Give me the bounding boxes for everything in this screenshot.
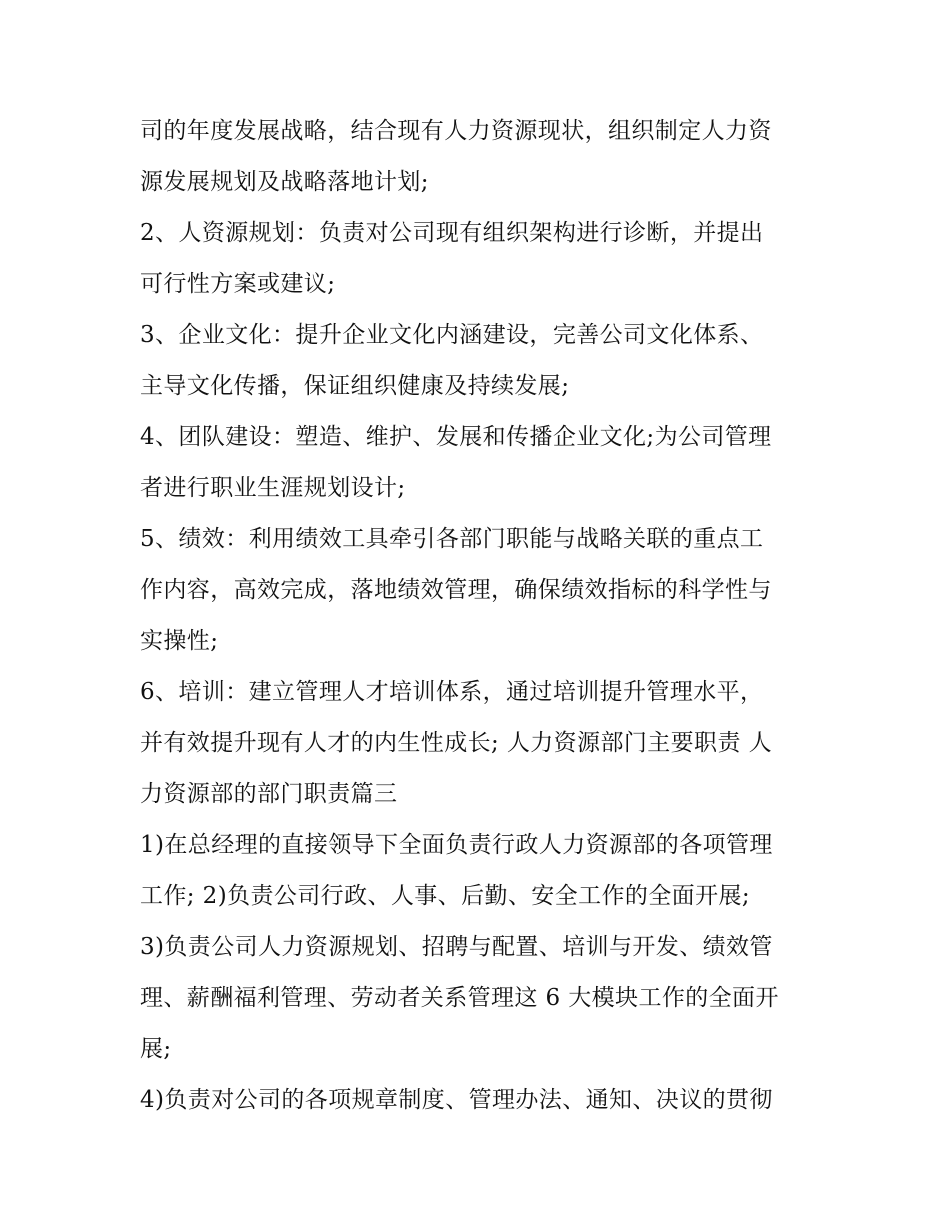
text-line: 理、薪酬福利管理、劳动者关系管理这 6 大模块工作的全面开 (140, 985, 779, 1011)
text-line: 6、培训：建立管理人才培训体系，通过培训提升管理水平， (140, 679, 764, 705)
text-line: 展; (140, 1036, 172, 1062)
text-line: 3、企业文化：提升企业文化内涵建设，完善公司文化体系、 (140, 322, 764, 348)
text-line: 作内容，高效完成，落地绩效管理，确保绩效指标的科学性与 (140, 577, 772, 603)
text-line: 并有效提升现有人才的内生性成长; 人力资源部门主要职责 人 (140, 730, 772, 756)
text-line: 工作; 2)负责公司行政、人事、后勤、安全工作的全面开展; (140, 883, 751, 909)
text-line: 源发展规划及战略落地计划; (140, 169, 429, 195)
text-line: 者进行职业生涯规划设计; (140, 475, 406, 501)
text-line: 主导文化传播，保证组织健康及持续发展; (140, 373, 570, 399)
text-line: 实操性; (140, 628, 219, 654)
document-body (140, 106, 820, 1126)
text-line: 4、团队建设：塑造、维护、发展和传播企业文化;为公司管理 (140, 424, 772, 450)
text-line: 司的年度发展战略，结合现有人力资源现状，组织制定人力资 (140, 118, 772, 144)
text-line: 5、绩效：利用绩效工具牵引各部门职能与战略关联的重点工 (140, 526, 764, 552)
text-line: 1)在总经理的直接领导下全面负责行政人力资源部的各项管理 (140, 832, 773, 858)
text-line: 2、人资源规划：负责对公司现有组织架构进行诊断，并提出 (140, 220, 764, 246)
text-line: 4)负责对公司的各项规章制度、管理办法、通知、决议的贯彻 (140, 1087, 773, 1113)
text-line: 3)负责公司人力资源规划、招聘与配置、培训与开发、绩效管 (140, 934, 773, 960)
text-line: 力资源部的部门职责篇三 (140, 781, 398, 807)
text-line: 可行性方案或建议; (140, 271, 336, 297)
